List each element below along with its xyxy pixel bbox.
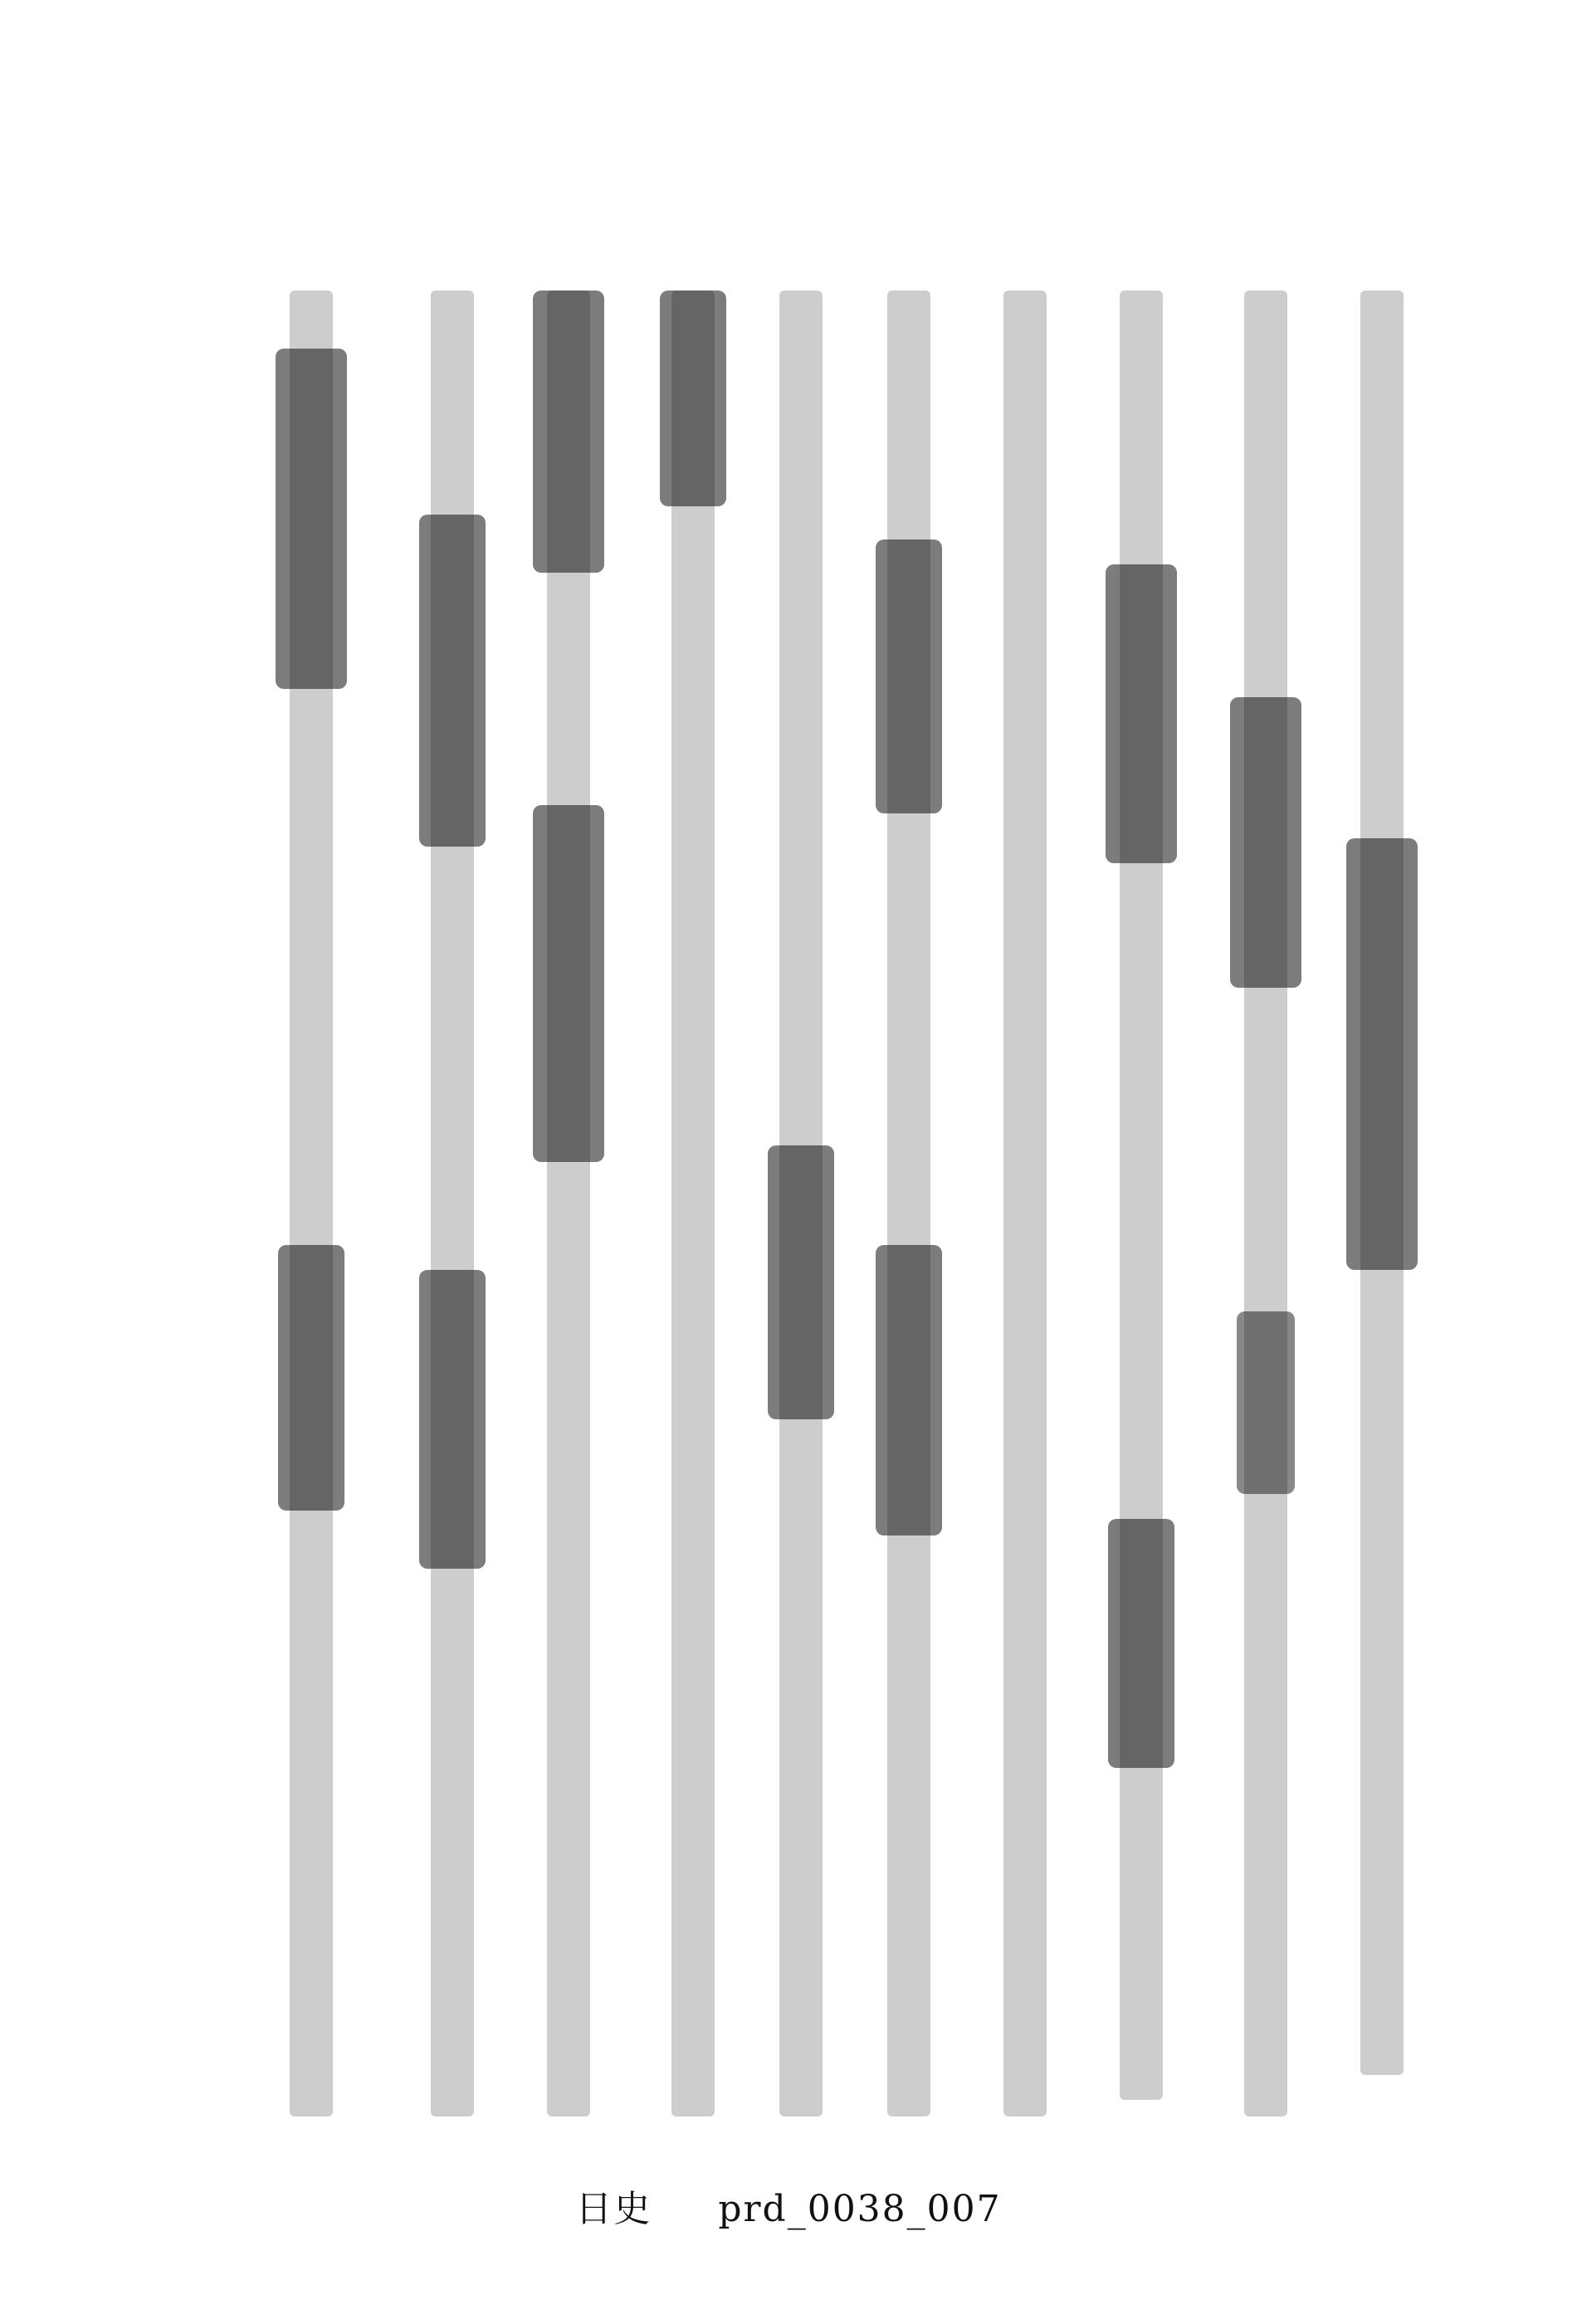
manuscript-column bbox=[656, 290, 730, 2133]
manuscript-column bbox=[415, 290, 490, 2133]
book-title: 日史 bbox=[575, 2188, 652, 2230]
manuscript-column bbox=[988, 290, 1062, 2133]
manuscript-column bbox=[1104, 290, 1179, 2133]
handwritten-text-block bbox=[191, 290, 1419, 2133]
manuscript-column bbox=[1228, 290, 1303, 2133]
manuscript-column bbox=[274, 290, 349, 2133]
page-caption bbox=[0, 2179, 1577, 2232]
manuscript-column bbox=[764, 290, 838, 2133]
manuscript-column bbox=[1345, 290, 1419, 2133]
manuscript-column bbox=[531, 290, 606, 2133]
page-identifier: prd_0038_007 bbox=[718, 2188, 1002, 2230]
manuscript-column bbox=[872, 290, 946, 2133]
